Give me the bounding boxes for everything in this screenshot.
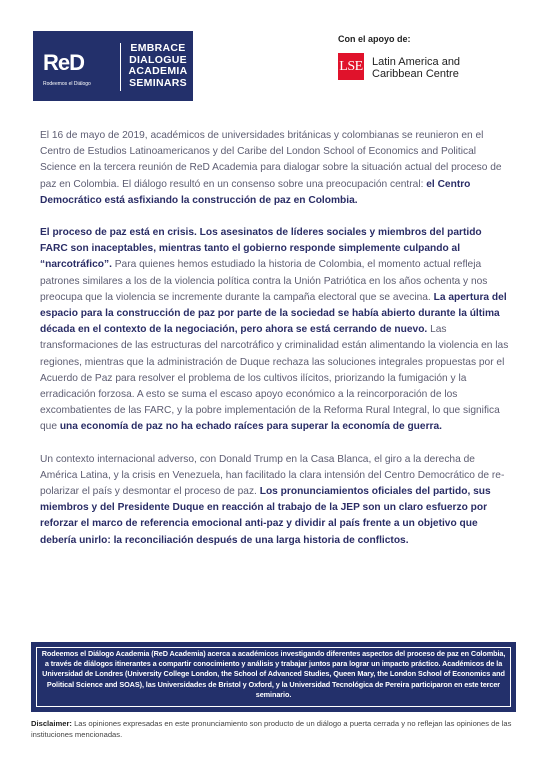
- red-logo-text: ReD: [43, 50, 85, 75]
- lse-name-line: Caribbean Centre: [372, 68, 459, 80]
- lse-logo: LSE: [338, 53, 364, 80]
- disclaimer: [31, 718, 521, 740]
- red-logo-mark: [43, 51, 103, 85]
- text-run: El 16 de mayo de 2019, académicos de universidades británicas y colombianas se reunieron en el Centro de Estudios Latinoamericanos y del Caribe del London School of Economics and Political Science en la tercera reunión de ReD Academia para dialogar sobre la situación actual del proceso de paz en Colombia. El diálogo resultó en un consenso sobre una preocupación central:: [40, 130, 502, 190]
- support-label: Con el apoyo de:: [338, 34, 411, 44]
- about-text: Rodeemos el Diálogo Academia (ReD Academia) acerca a académicos investigando diferentes aspectos del proceso de paz en Colombia, a través de diálogos itinerantes a compartir conocimiento y análisis y trabajar juntos para lograr un impacto práctico. Académicos de la Universidad de Londres (University College London, the School of Advanced Studies, Queen Mary, the London School of Economics and Political Science and SOAS), las Universidades de Bristol y Oxford, y la Universidad Tecnológica de Pereira participaron en este tercer seminario.: [41, 649, 506, 699]
- statement-body: [40, 128, 510, 565]
- text-run: Las transformaciones de las estructuras del narcotráfico y criminalidad están alimentando la violencia en las regiones, mientras que la administración de Duque rechaza las soluciones integrales propuestas por el Acuerdo de Paz para resolver el problema de los cultivos ilícitos, priorizando la fumigación y la erradicación forzosa. A esto se suma el escaso apoyo económico a la reincorporación de los excombatientes de las FARC, y la pobre implementación de la Reforma Rural Integral, lo que significa que: [40, 324, 509, 433]
- about-box: [31, 642, 516, 712]
- series-title-line: SEMINARS: [129, 76, 187, 89]
- bold-run: Los pronunciamientos oficiales del partido, sus miembros y del Presidente Duque en reacción al trabajo de la JEP son un claro esfuerzo por reforzar el marco de referencia emocional anti-paz y dividir al país frente a un objetivo que debería unirlo: la reconciliación después de una larga historia de conflictos.: [40, 486, 491, 546]
- disclaimer-label: Disclaimer:: [31, 719, 72, 728]
- lse-centre-name: [372, 56, 512, 80]
- text-run: Un contexto internacional adverso, con Donald Trump en la Casa Blanca, el giro a la derecha de América Latina, y la crisis en Venezuela, han facilitado la clara intensión del Centro Democrático de re-polarizar el país y desmontar el proceso de paz.: [40, 453, 505, 498]
- series-title-line: ACADEMIA: [128, 65, 188, 77]
- red-logo-subtext: Rodeemos el Diálogo: [43, 81, 91, 87]
- lse-name-line: Latin America and: [372, 56, 461, 68]
- bold-run: La apertura del espacio para la construcción de paz por parte de la sociedad se había abierto durante la última década en el contexto de la negociación, pero ahora se está cerrando de nuevo.: [40, 291, 507, 336]
- disclaimer-text: Las opiniones expresadas en este pronunciamiento son producto de un diálogo a puerta cerrada y no reflejan las opiniones de las instituciones mencionadas.: [31, 719, 512, 739]
- series-title: [126, 43, 190, 89]
- series-title-line: EMBRACE: [130, 42, 186, 54]
- bold-run: una economía de paz no ha echado raíces para superar la economía de guerra.: [59, 421, 442, 433]
- red-academia-logo: [33, 31, 193, 101]
- bold-run: el Centro Democrático está asfixiando la construcción de paz en Colombia.: [40, 178, 471, 206]
- bold-run: El proceso de paz está en crisis. Los asesinatos de líderes sociales y miembros del partido FARC son inaceptables, mientras tanto el gobierno responde simplemente culpando al “narcotráfico”.: [40, 227, 482, 271]
- paragraph-3: [40, 452, 510, 549]
- paragraph-2: [40, 225, 510, 436]
- logo-divider: [120, 43, 121, 91]
- paragraph-1: [40, 128, 510, 209]
- series-title-line: DIALOGUE: [129, 53, 187, 66]
- text-run: Para quienes hemos estudiado la historia de Colombia, el momento actual refleja patrones similares a los de la violencia política contra la Unión Patriótica en los años ochenta y nos preocupa que la violencia se incremente durante la campaña electoral que se avecina.: [40, 259, 488, 303]
